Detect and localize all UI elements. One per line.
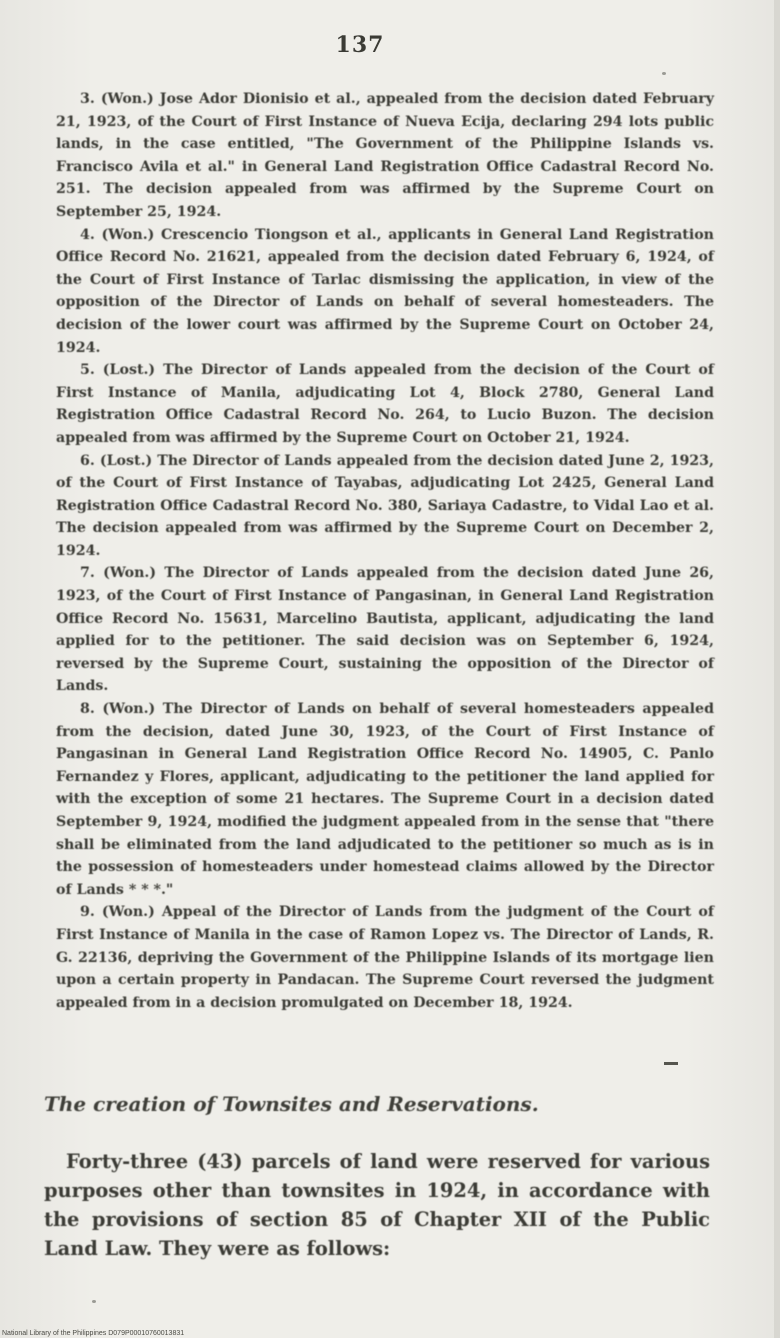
page-number: 137	[335, 32, 385, 58]
appeal-item-5: 5. (Lost.) The Director of Lands appealed from the decision of the Court of First Instance of Manila, adjudicating Lot 4, Block 2780, General Land Registration Office Cadastral Record No. 264, to Lucio Buzon. The decision appealed from was affirmed by the Supreme Court on October 21, 1924.	[56, 362, 714, 446]
page-edge	[774, 0, 780, 1338]
reservations-paragraph: Forty-three (43) parcels of land were reserved for various purposes other than townsites in 1924, in accordance with the provisions of section 85 of Chapter XII of the Public Land Law. They were as follows:	[44, 1150, 710, 1261]
appeal-item-3: 3. (Won.) Jose Ador Dionisio et al., appealed from the decision dated February 21, 1923, of the Court of First Instance of Nueva Ecija, declaring 294 lots public lands, in the case entitled, "The Government of the Philippine Islands vs. Francisco Avila et al." in General Land Registration Office Cadastral Record No. 251. The decision appealed from was affirmed by the Supreme Court on September 25, 1924.	[56, 91, 714, 220]
appeals-list	[56, 88, 714, 1014]
end-dash-mark	[664, 1062, 678, 1065]
appeal-item-4: 4. (Won.) Crescencio Tiongson et al., applicants in General Land Registration Office Record No. 21621, appealed from the decision dated February 6, 1924, of the Court of First Instance of Tarlac dismissing the application, in view of the opposition of the Director of Lands on behalf of several homesteaders. The decision of the lower court was affirmed by the Supreme Court on October 24, 1924.	[56, 226, 714, 356]
footer-credit: National Library of the Philippines D079P00010760013831	[2, 1330, 185, 1337]
appeal-item-8: 8. (Won.) The Director of Lands on behalf of several homesteaders appealed from the decision, dated June 30, 1923, of the Court of First Instance of Pangasinan in General Land Registration Office Record No. 14905, C. Panlo Fernandez y Flores, applicant, adjudicating to the petitioner the land applied for with the exception of some 21 hectares. The Supreme Court in a decision dated September 9, 1924, modified the judgment appealed from in the sense that "there shall be eliminated from the land adjudicated to the petitioner so much as is in the possession of homesteaders under homestead claims allowed by the Director of Lands * * *."	[56, 701, 714, 898]
appeal-item-7: 7. (Won.) The Director of Lands appealed from the decision dated June 26, 1923, of the Court of First Instance of Pangasinan, in General Land Registration Office Record No. 15631, Marcelino Bautista, applicant, adjudicating the land applied for to the petitioner. The said decision was on September 6, 1924, reversed by the Supreme Court, sustaining the opposition of the Director of Lands.	[56, 565, 714, 695]
appeal-item-9: 9. (Won.) Appeal of the Director of Lands from the judgment of the Court of First Instance of Manila in the case of Ramon Lopez vs. The Director of Lands, R. G. 22136, depriving the Government of the Philippine Islands of its mortgage lien upon a certain property in Pandacan. The Supreme Court reversed the judgment appealed from in a decision promulgated on December 18, 1924.	[56, 904, 714, 1011]
paper-speck	[662, 72, 666, 75]
section-heading: The creation of Townsites and Reservations.	[44, 1092, 539, 1116]
appeal-item-6: 6. (Lost.) The Director of Lands appealed from the decision dated June 2, 1923, of the Court of First Instance of Tayabas, adjudicating Lot 2425, General Land Registration Office Cadastral Record No. 380, Sariaya Cadastre, to Vidal Lao et al. The decision appealed from was affirmed by the Supreme Court on December 2, 1924.	[56, 452, 714, 559]
paper-speck	[92, 1300, 96, 1303]
